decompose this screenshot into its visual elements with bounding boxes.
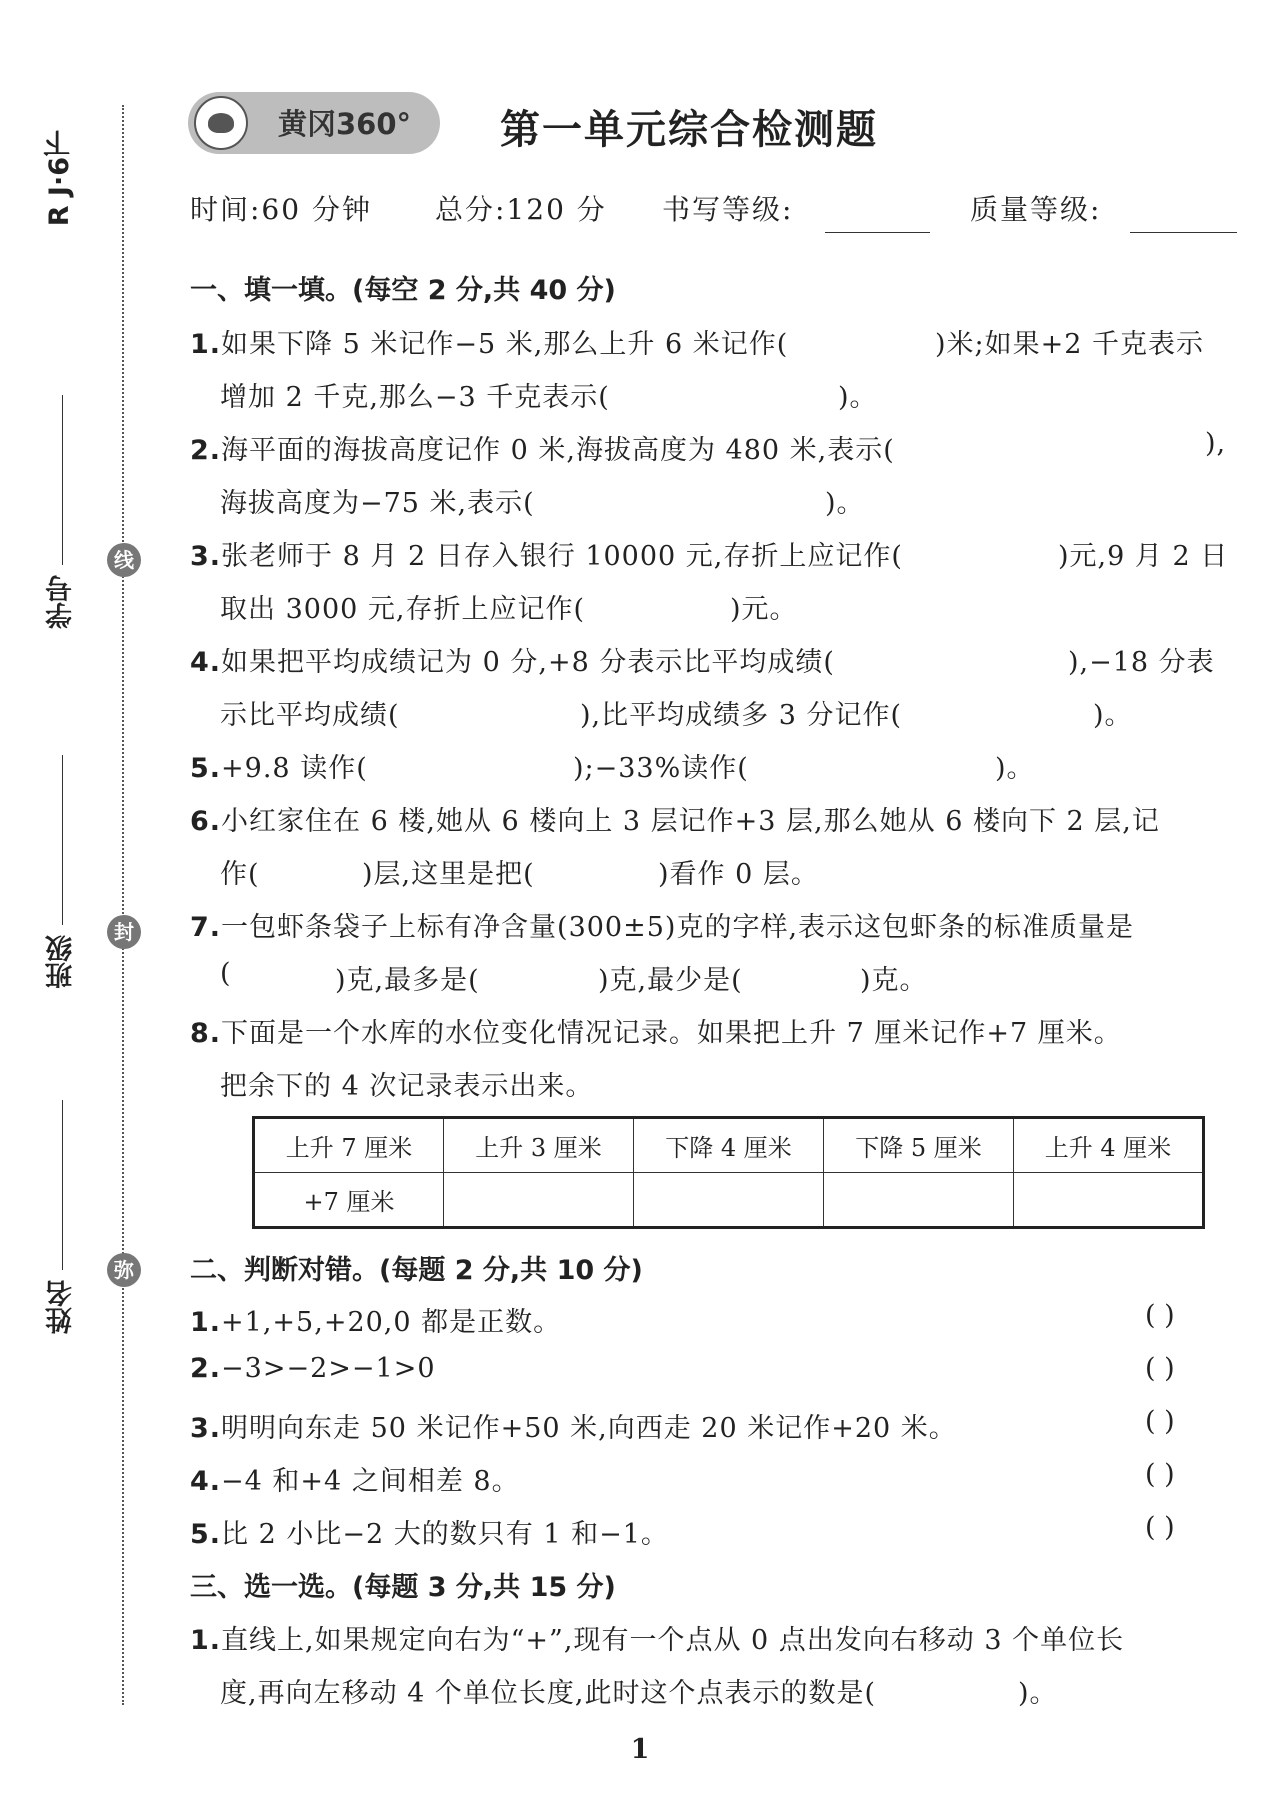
writing-grade-blank[interactable] (825, 232, 930, 233)
logo-text: 黄冈360° (278, 107, 412, 141)
q1-4-line1 (190, 640, 835, 679)
q1-4-line1-tail: ),−18 分表 (1068, 647, 1215, 678)
question-number: 3. (190, 541, 222, 572)
q1-3-line2-tail: )元。 (730, 594, 798, 625)
table-header-cell: 下降 4 厘米 (634, 1118, 824, 1173)
page-title: 第一单元综合检测题 (500, 107, 878, 153)
answer-cell[interactable] (1014, 1173, 1204, 1228)
section-3-heading: 三、选一选。(每题 3 分,共 15 分) (190, 1572, 616, 1603)
q1-6-line2: 作( (220, 859, 260, 890)
q1-5-line1-tail: )。 (995, 753, 1035, 784)
binding-margin (0, 0, 175, 1810)
name-label: 姓名 (46, 1280, 77, 1334)
q1-1-line1-tail: )米;如果+2 千克表示 (935, 329, 1205, 360)
question-number: 5. (190, 753, 222, 784)
quality-grade-label: 质量等级: (970, 193, 1102, 226)
q1-5-line1 (190, 746, 368, 785)
q1-6-line1 (190, 799, 1160, 838)
question-text: 一包虾条袋子上标有净含量(300±5)克的字样,表示这包虾条的标准质量是 (221, 912, 1135, 943)
answer-parentheses[interactable]: ( ) (1145, 1353, 1175, 1384)
student-no-label: 学号 (46, 575, 77, 629)
q3-1-line2: 度,再向左移动 4 个单位长度,此时这个点表示的数是( (220, 1678, 877, 1709)
q1-4-line2-mid: ),比平均成绩多 3 分记作( (580, 700, 902, 731)
question-text: 小红家住在 6 楼,她从 6 楼向上 3 层记作+3 层,那么她从 6 楼向下 2 层,记 (221, 806, 1160, 837)
q1-6-line2-tail: )看作 0 层。 (658, 859, 819, 890)
class-label: 班级 (46, 935, 77, 989)
water-level-table (252, 1116, 1205, 1229)
answer-cell[interactable] (634, 1173, 824, 1228)
question-text: 下面是一个水库的水位变化情况记录。如果把上升 7 厘米记作+7 厘米。 (221, 1018, 1122, 1049)
q1-7-line1 (190, 905, 1134, 944)
q1-6-line2-mid: )层,这里是把( (362, 859, 535, 890)
name-line (62, 1100, 63, 1270)
judge-item (190, 1512, 669, 1551)
seal-badge-close: 弥 (107, 1253, 141, 1287)
q1-1-line2-tail: )。 (838, 382, 878, 413)
question-number: 4. (190, 1466, 222, 1497)
q1-3-line1 (190, 534, 903, 573)
answer-parentheses[interactable]: ( ) (1145, 1406, 1175, 1437)
seal-badge-line: 线 (107, 543, 141, 577)
q1-8-line1 (190, 1011, 1122, 1050)
total-score-info: 总分:120 分 (435, 193, 607, 226)
question-number: 1. (190, 1307, 222, 1338)
q1-4-line2: 示比平均成绩( (220, 700, 400, 731)
question-text: 直线上,如果规定向右为“+”,现有一个点从 0 点出发向右移动 3 个单位长 (221, 1625, 1125, 1656)
table-header-cell: 上升 7 厘米 (254, 1118, 444, 1173)
question-text: 张老师于 8 月 2 日存入银行 10000 元,存折上应记作( (221, 541, 903, 572)
class-line (62, 755, 63, 925)
judge-item (190, 1459, 520, 1498)
mascot-icon (194, 96, 248, 150)
q1-7-line2: ( (220, 958, 232, 989)
question-text: 比 2 小比−2 大的数只有 1 和−1。 (221, 1519, 669, 1550)
section-1-heading: 一、填一填。(每空 2 分,共 40 分) (190, 275, 616, 306)
q1-2-line2: 海拔高度为−75 米,表示( (220, 488, 535, 519)
student-no-line (62, 395, 63, 565)
q1-7-line2-c: )克,最少是( (598, 965, 743, 996)
q1-3-line2: 取出 3000 元,存折上应记作( (220, 594, 585, 625)
section-2-heading: 二、判断对错。(每题 2 分,共 10 分) (190, 1255, 643, 1286)
question-text: 如果把平均成绩记为 0 分,+8 分表示比平均成绩( (221, 647, 835, 678)
time-info: 时间:60 分钟 (190, 193, 372, 226)
judge-item (190, 1353, 436, 1384)
q1-1-line1 (190, 322, 788, 361)
q1-1-line2: 增加 2 千克,那么−3 千克表示( (220, 382, 610, 413)
question-text: +1,+5,+20,0 都是正数。 (221, 1307, 562, 1338)
q1-2-line2-tail: )。 (825, 488, 865, 519)
table-header-cell: 下降 5 厘米 (824, 1118, 1014, 1173)
answer-parentheses[interactable]: ( ) (1145, 1512, 1175, 1543)
table-cell: +7 厘米 (254, 1173, 444, 1228)
q1-7-line2-d: )克。 (860, 965, 928, 996)
cut-line (122, 105, 124, 1705)
q1-4-line2-tail: )。 (1093, 700, 1133, 731)
question-text: 海平面的海拔高度记作 0 米,海拔高度为 480 米,表示( (221, 435, 895, 466)
question-number: 5. (190, 1519, 222, 1550)
question-text: 明明向东走 50 米记作+50 米,向西走 20 米记作+20 米。 (221, 1413, 957, 1444)
q1-2-line1-tail: ), (1205, 428, 1227, 459)
brand-logo (188, 92, 440, 154)
judge-item (190, 1300, 561, 1339)
page-number: 1 (630, 1734, 650, 1765)
question-number: 4. (190, 647, 222, 678)
q1-8-line2: 把余下的 4 次记录表示出来。 (220, 1071, 594, 1102)
seal-badge-seal: 封 (107, 915, 141, 949)
question-text: −4 和+4 之间相差 8。 (221, 1466, 520, 1497)
q1-3-line1-tail: )元,9 月 2 日 (1058, 541, 1229, 572)
quality-grade-blank[interactable] (1130, 232, 1237, 233)
edition-label: R J·6下 (44, 130, 75, 227)
q1-2-line1 (190, 428, 895, 467)
q3-1-line1 (190, 1618, 1124, 1657)
judge-item (190, 1406, 957, 1445)
question-number: 3. (190, 1413, 222, 1444)
question-number: 6. (190, 806, 222, 837)
question-number: 8. (190, 1018, 222, 1049)
question-text: −3>−2>−1>0 (221, 1353, 436, 1384)
table-header-cell: 上升 4 厘米 (1014, 1118, 1204, 1173)
table-header-row (254, 1118, 1204, 1173)
answer-parentheses[interactable]: ( ) (1145, 1300, 1175, 1331)
question-text: +9.8 读作( (221, 753, 368, 784)
question-number: 7. (190, 912, 222, 943)
answer-parentheses[interactable]: ( ) (1145, 1459, 1175, 1490)
q1-5-line1-mid: );−33%读作( (573, 753, 749, 784)
question-number: 2. (190, 435, 222, 466)
table-row (254, 1173, 1204, 1228)
answer-cell[interactable] (444, 1173, 634, 1228)
question-text: 如果下降 5 米记作−5 米,那么上升 6 米记作( (221, 329, 789, 360)
q1-7-line2-b: )克,最多是( (335, 965, 480, 996)
question-number: 2. (190, 1353, 222, 1384)
question-number: 1. (190, 1625, 222, 1656)
q3-1-line2-tail: )。 (1018, 1678, 1058, 1709)
table-header-cell: 上升 3 厘米 (444, 1118, 634, 1173)
question-number: 1. (190, 329, 222, 360)
answer-cell[interactable] (824, 1173, 1014, 1228)
writing-grade-label: 书写等级: (662, 193, 794, 226)
